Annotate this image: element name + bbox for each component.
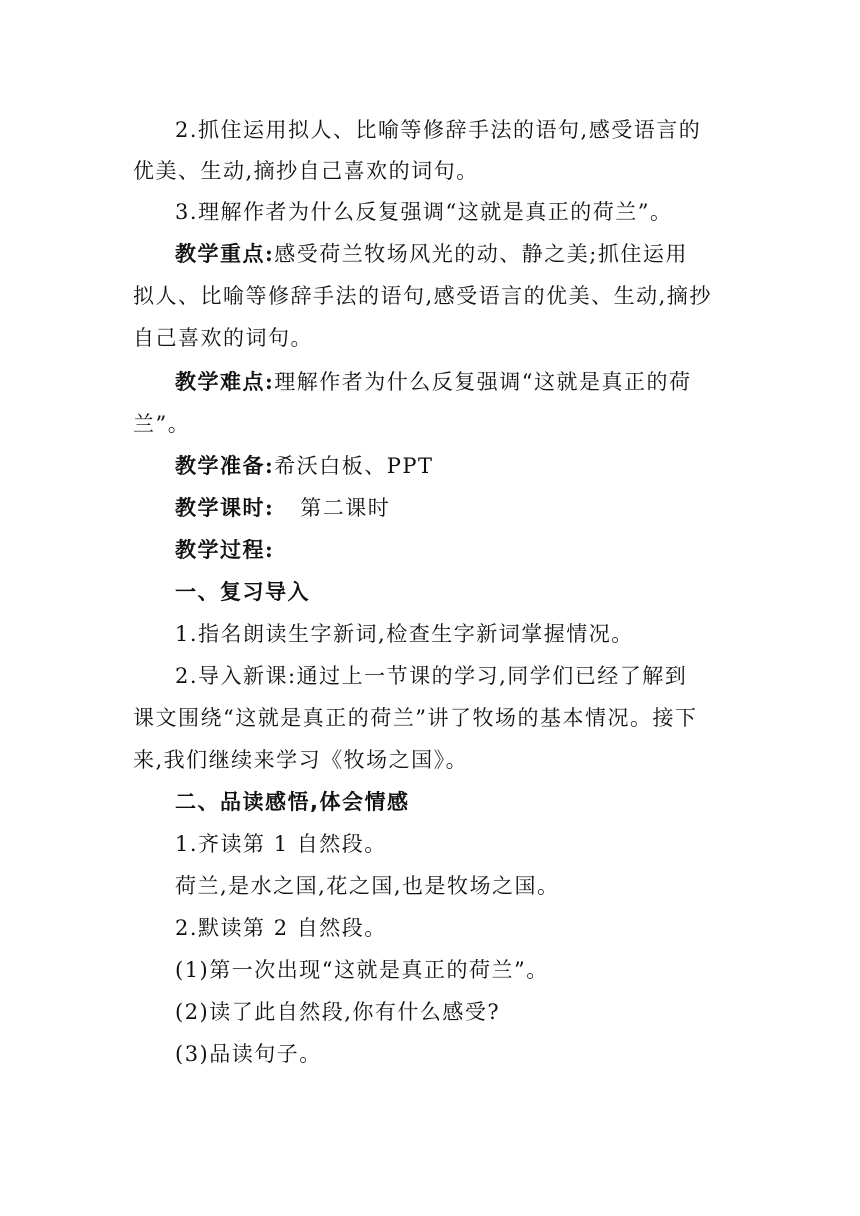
difficulties-line2: 兰”。 <box>133 412 191 436</box>
step-2-2-sub3: (3)品读句子。 <box>175 1042 322 1066</box>
periods-line <box>175 496 775 520</box>
objective-2-line2: 优美、生动,摘抄自己喜欢的词句。 <box>133 159 479 183</box>
section-heading-2: 二、品读感悟,体会情感 <box>175 790 410 814</box>
process-label: 教学过程: <box>175 537 275 562</box>
preparation-line <box>175 454 775 478</box>
step-2-2-sub1: (1)第一次出现“这就是真正的荷兰”。 <box>175 958 549 982</box>
key-points-line1 <box>175 242 775 266</box>
preparation-text: 希沃白板、PPT <box>274 454 434 478</box>
step-1-2-line3: 来,我们继续来学习《牧场之国》。 <box>133 748 469 772</box>
periods-text: 第二课时 <box>300 496 391 520</box>
key-points-text: 感受荷兰牧场风光的动、静之美;抓住运用 <box>274 242 688 266</box>
objective-2-line1: 2.抓住运用拟人、比喻等修辞手法的语句,感受语言的 <box>175 118 702 142</box>
preparation-label: 教学准备: <box>175 453 275 478</box>
key-points-line2: 拟人、比喻等修辞手法的语句,感受语言的优美、生动,摘抄 <box>133 284 712 308</box>
objective-3: 3.理解作者为什么反复强调“这就是真正的荷兰”。 <box>175 200 673 224</box>
section-heading-1: 一、复习导入 <box>175 580 310 604</box>
step-1-1: 1.指名朗读生字新词,检查生字新词掌握情况。 <box>175 622 634 646</box>
difficulties-line1 <box>175 370 775 394</box>
step-1-2-line2: 课文围绕“这就是真正的荷兰”讲了牧场的基本情况。接下 <box>133 706 698 730</box>
step-2-2: 2.默读第 2 自然段。 <box>175 916 387 940</box>
key-points-label: 教学重点: <box>175 241 275 266</box>
difficulties-label: 教学难点: <box>175 369 275 394</box>
key-points-line3: 自己喜欢的词句。 <box>133 326 313 350</box>
step-1-2-line1: 2.导入新课:通过上一节课的学习,同学们已经了解到 <box>175 664 688 688</box>
periods-label: 教学课时: <box>175 495 275 520</box>
difficulties-text: 理解作者为什么反复强调“这就是真正的荷 <box>274 370 692 394</box>
step-2-1-text: 荷兰,是水之国,花之国,也是牧场之国。 <box>175 874 560 898</box>
step-2-1: 1.齐读第 1 自然段。 <box>175 832 387 856</box>
step-2-2-sub2: (2)读了此自然段,你有什么感受? <box>175 1000 501 1024</box>
